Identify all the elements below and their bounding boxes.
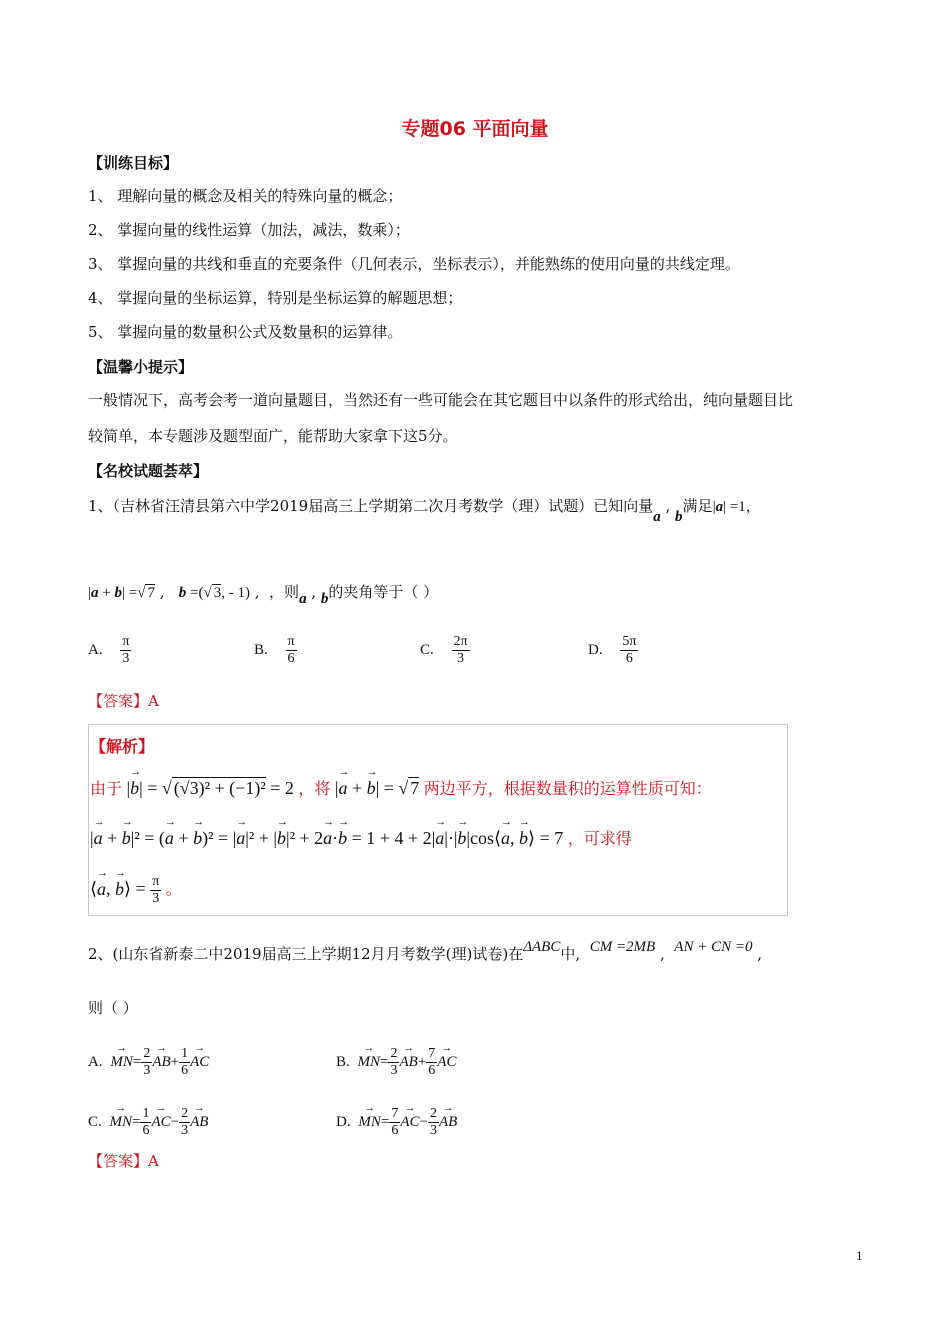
- tips-line-1: 一般情况下，高考会考一道向量题目，当然还有一些可能会在其它题目中以条件的形式给出，纯向量题目比: [88, 391, 794, 409]
- section-selected: 【名校试题荟萃】: [88, 462, 209, 480]
- option-label: B.: [336, 1054, 350, 1070]
- q2-stem-text-a: 2、(山东省新泰二中2019届高三上学期12月月考数学(理)试卷)在: [88, 945, 524, 963]
- q1-stem-line2: |a + b| =√ 7 , b =(√ 3, - 1) , ，则a , b的夹角等于（ ）: [88, 583, 439, 607]
- option-label: B.: [254, 642, 268, 658]
- option-coef-1: $\frac{7}{6}$: [391, 1106, 399, 1138]
- q1-math-b2: b: [320, 591, 329, 607]
- option-fraction: $\frac{2\pi}{3}$: [453, 634, 468, 666]
- q1-math-a: a: [653, 509, 661, 525]
- option-coef-1: $\frac{2}{3}$: [390, 1046, 398, 1078]
- option-coef-2: $\frac{7}{6}$: [428, 1046, 436, 1078]
- q1-cond-sum: |a + b| =√ 7: [88, 585, 155, 601]
- q2-cond-2: AN + CN =0: [674, 939, 753, 955]
- q2-option-d[interactable]: D. → MN= $\frac{7}{6}$ → AC− $\frac{2}{3}$ → AB: [336, 1106, 457, 1139]
- goal-1: 1、 理解向量的概念及相关的特殊向量的概念；: [88, 187, 403, 205]
- option-op: +: [170, 1054, 180, 1070]
- q1-math-a2: a: [299, 591, 307, 607]
- explanation-line-3: ⟨→ a, → b⟩ = $\frac{\pi}{3}$ 。: [90, 874, 182, 907]
- option-label: D.: [336, 1114, 351, 1130]
- option-fraction: $\frac{\pi}{3}$: [122, 634, 130, 666]
- q1-stem-text-a: 1、（吉林省汪清县第六中学2019届高三上学期第二次月考数学（理）试题）已知向量: [88, 497, 654, 515]
- page-number: 1: [856, 1248, 863, 1263]
- q1-answer: 【答案】A: [88, 692, 159, 710]
- option-vec-1: → AC: [400, 1114, 419, 1131]
- section-goals: 【训练目标】: [88, 154, 179, 172]
- q1-cond-a: |a| =1: [712, 499, 746, 515]
- section-tips: 【温馨小提示】: [88, 358, 194, 376]
- q1-option-a[interactable]: [88, 634, 131, 667]
- q1-cond-b: b =(√ 3, - 1): [178, 585, 250, 601]
- option-vec-2: → AC: [190, 1054, 209, 1071]
- option-fraction: $\frac{\pi}{6}$: [287, 634, 295, 666]
- option-fraction: $\frac{5\pi}{6}$: [622, 634, 637, 666]
- q1-stem-text-c: ，则: [269, 583, 300, 601]
- option-lhs: → MN: [110, 1054, 133, 1071]
- option-lhs: → MN: [358, 1054, 381, 1071]
- q1-option-d[interactable]: [588, 634, 638, 667]
- q1-stem-text-d: 的夹角等于（ ）: [328, 583, 439, 601]
- option-op: −: [419, 1114, 428, 1130]
- option-label: C.: [420, 642, 434, 658]
- option-op: +: [417, 1054, 427, 1070]
- q2-stem-text-b: 中,: [560, 945, 581, 963]
- option-vec-1: → AC: [151, 1114, 170, 1131]
- option-vec-2: → AB: [190, 1114, 208, 1131]
- q2-option-c[interactable]: C. → MN= $\frac{1}{6}$ → AC− $\frac{2}{3}$ → AB: [88, 1106, 208, 1139]
- goal-2: 2、 掌握向量的线性运算（加法，减法，数乘）；: [88, 221, 410, 239]
- q2-option-a[interactable]: A. → MN= $\frac{2}{3}$ → AB+ $\frac{1}{6}$ → AC: [88, 1046, 209, 1079]
- q2-triangle: ΔABC: [523, 939, 561, 955]
- goal-3: 3、 掌握向量的共线和垂直的充要条件（几何表示，坐标表示），并能熟练的使用向量的共线定理。: [88, 255, 740, 273]
- option-coef-2: $\frac{2}{3}$: [181, 1106, 189, 1138]
- goal-5: 5、 掌握向量的数量积公式及数量积的运算律。: [88, 323, 403, 341]
- explanation-text: ，可求得: [567, 829, 632, 848]
- explanation-text: 两边平方，根据数量积的运算性质可知：: [423, 779, 712, 798]
- option-label: C.: [88, 1114, 102, 1130]
- q2-cond-1: CM =2MB: [589, 939, 656, 955]
- option-coef-2: $\frac{2}{3}$: [429, 1106, 437, 1138]
- q1-stem-text-b: 满足: [682, 497, 713, 515]
- option-label: A.: [88, 642, 103, 658]
- q1-stem: 1、（吉林省汪清县第六中学2019届高三上学期第二次月考数学（理）试题）已知向量a , b满足|a| =1，: [88, 497, 761, 525]
- q2-answer: 【答案】A: [88, 1152, 159, 1170]
- q1-option-c[interactable]: [420, 634, 470, 667]
- q2-stem: 2、(山东省新泰二中2019届高三上学期12月月考数学(理)试卷)在ΔABC中, CM =2MB , AN + CN =0 ,: [88, 939, 763, 963]
- explanation-line-1: 由于 |→ b| = √ (√3)² + (−1)² = 2 ，将 |→ a + → b| = √ 7 两边平方，根据数量积的运算性质可知：: [90, 776, 712, 799]
- q2-option-b[interactable]: B. → MN= $\frac{2}{3}$ → AB+ $\frac{7}{6}$ → AC: [336, 1046, 456, 1079]
- q1-math-b: b: [675, 509, 683, 525]
- option-coef-1: $\frac{2}{3}$: [143, 1046, 151, 1078]
- page-title: 专题06 平面向量: [401, 118, 549, 140]
- q1-option-b[interactable]: [254, 634, 297, 667]
- option-vec-2: → AC: [437, 1054, 456, 1071]
- explanation-text: 。: [165, 879, 182, 899]
- q2-stem-line2: 则（ ）: [88, 999, 138, 1017]
- option-vec-2: → AB: [439, 1114, 457, 1131]
- option-vec-1: → AB: [399, 1054, 417, 1071]
- option-coef-1: $\frac{1}{6}$: [142, 1106, 150, 1138]
- explanation-line-2: |→ a + → b|² = (→ a + → b)² = |→ a|² + |→ b|² + 2→ a·→ b = 1 + 4 + 2|→ a|·|→ b|cos⟨→ a, → b⟩ = 7 ，可求得: [90, 826, 632, 849]
- option-vec-1: → AB: [152, 1054, 170, 1071]
- explanation-text: ，将: [298, 779, 331, 798]
- option-label: D.: [588, 642, 603, 658]
- option-label: A.: [88, 1054, 103, 1070]
- explanation-text: 由于: [90, 779, 123, 798]
- explanation-title: 【解析】: [90, 737, 155, 756]
- option-coef-2: $\frac{1}{6}$: [181, 1046, 189, 1078]
- explanation-fraction: $\frac{\pi}{3}$: [152, 874, 160, 906]
- tips-line-2: 较简单，本专题涉及题型面广，能帮助大家拿下这5分。: [88, 427, 458, 445]
- option-lhs: → MN: [358, 1114, 381, 1131]
- option-lhs: → MN: [110, 1114, 133, 1131]
- option-op: −: [170, 1114, 180, 1130]
- goal-4: 4、 掌握向量的坐标运算，特别是坐标运算的解题思想；: [88, 289, 463, 307]
